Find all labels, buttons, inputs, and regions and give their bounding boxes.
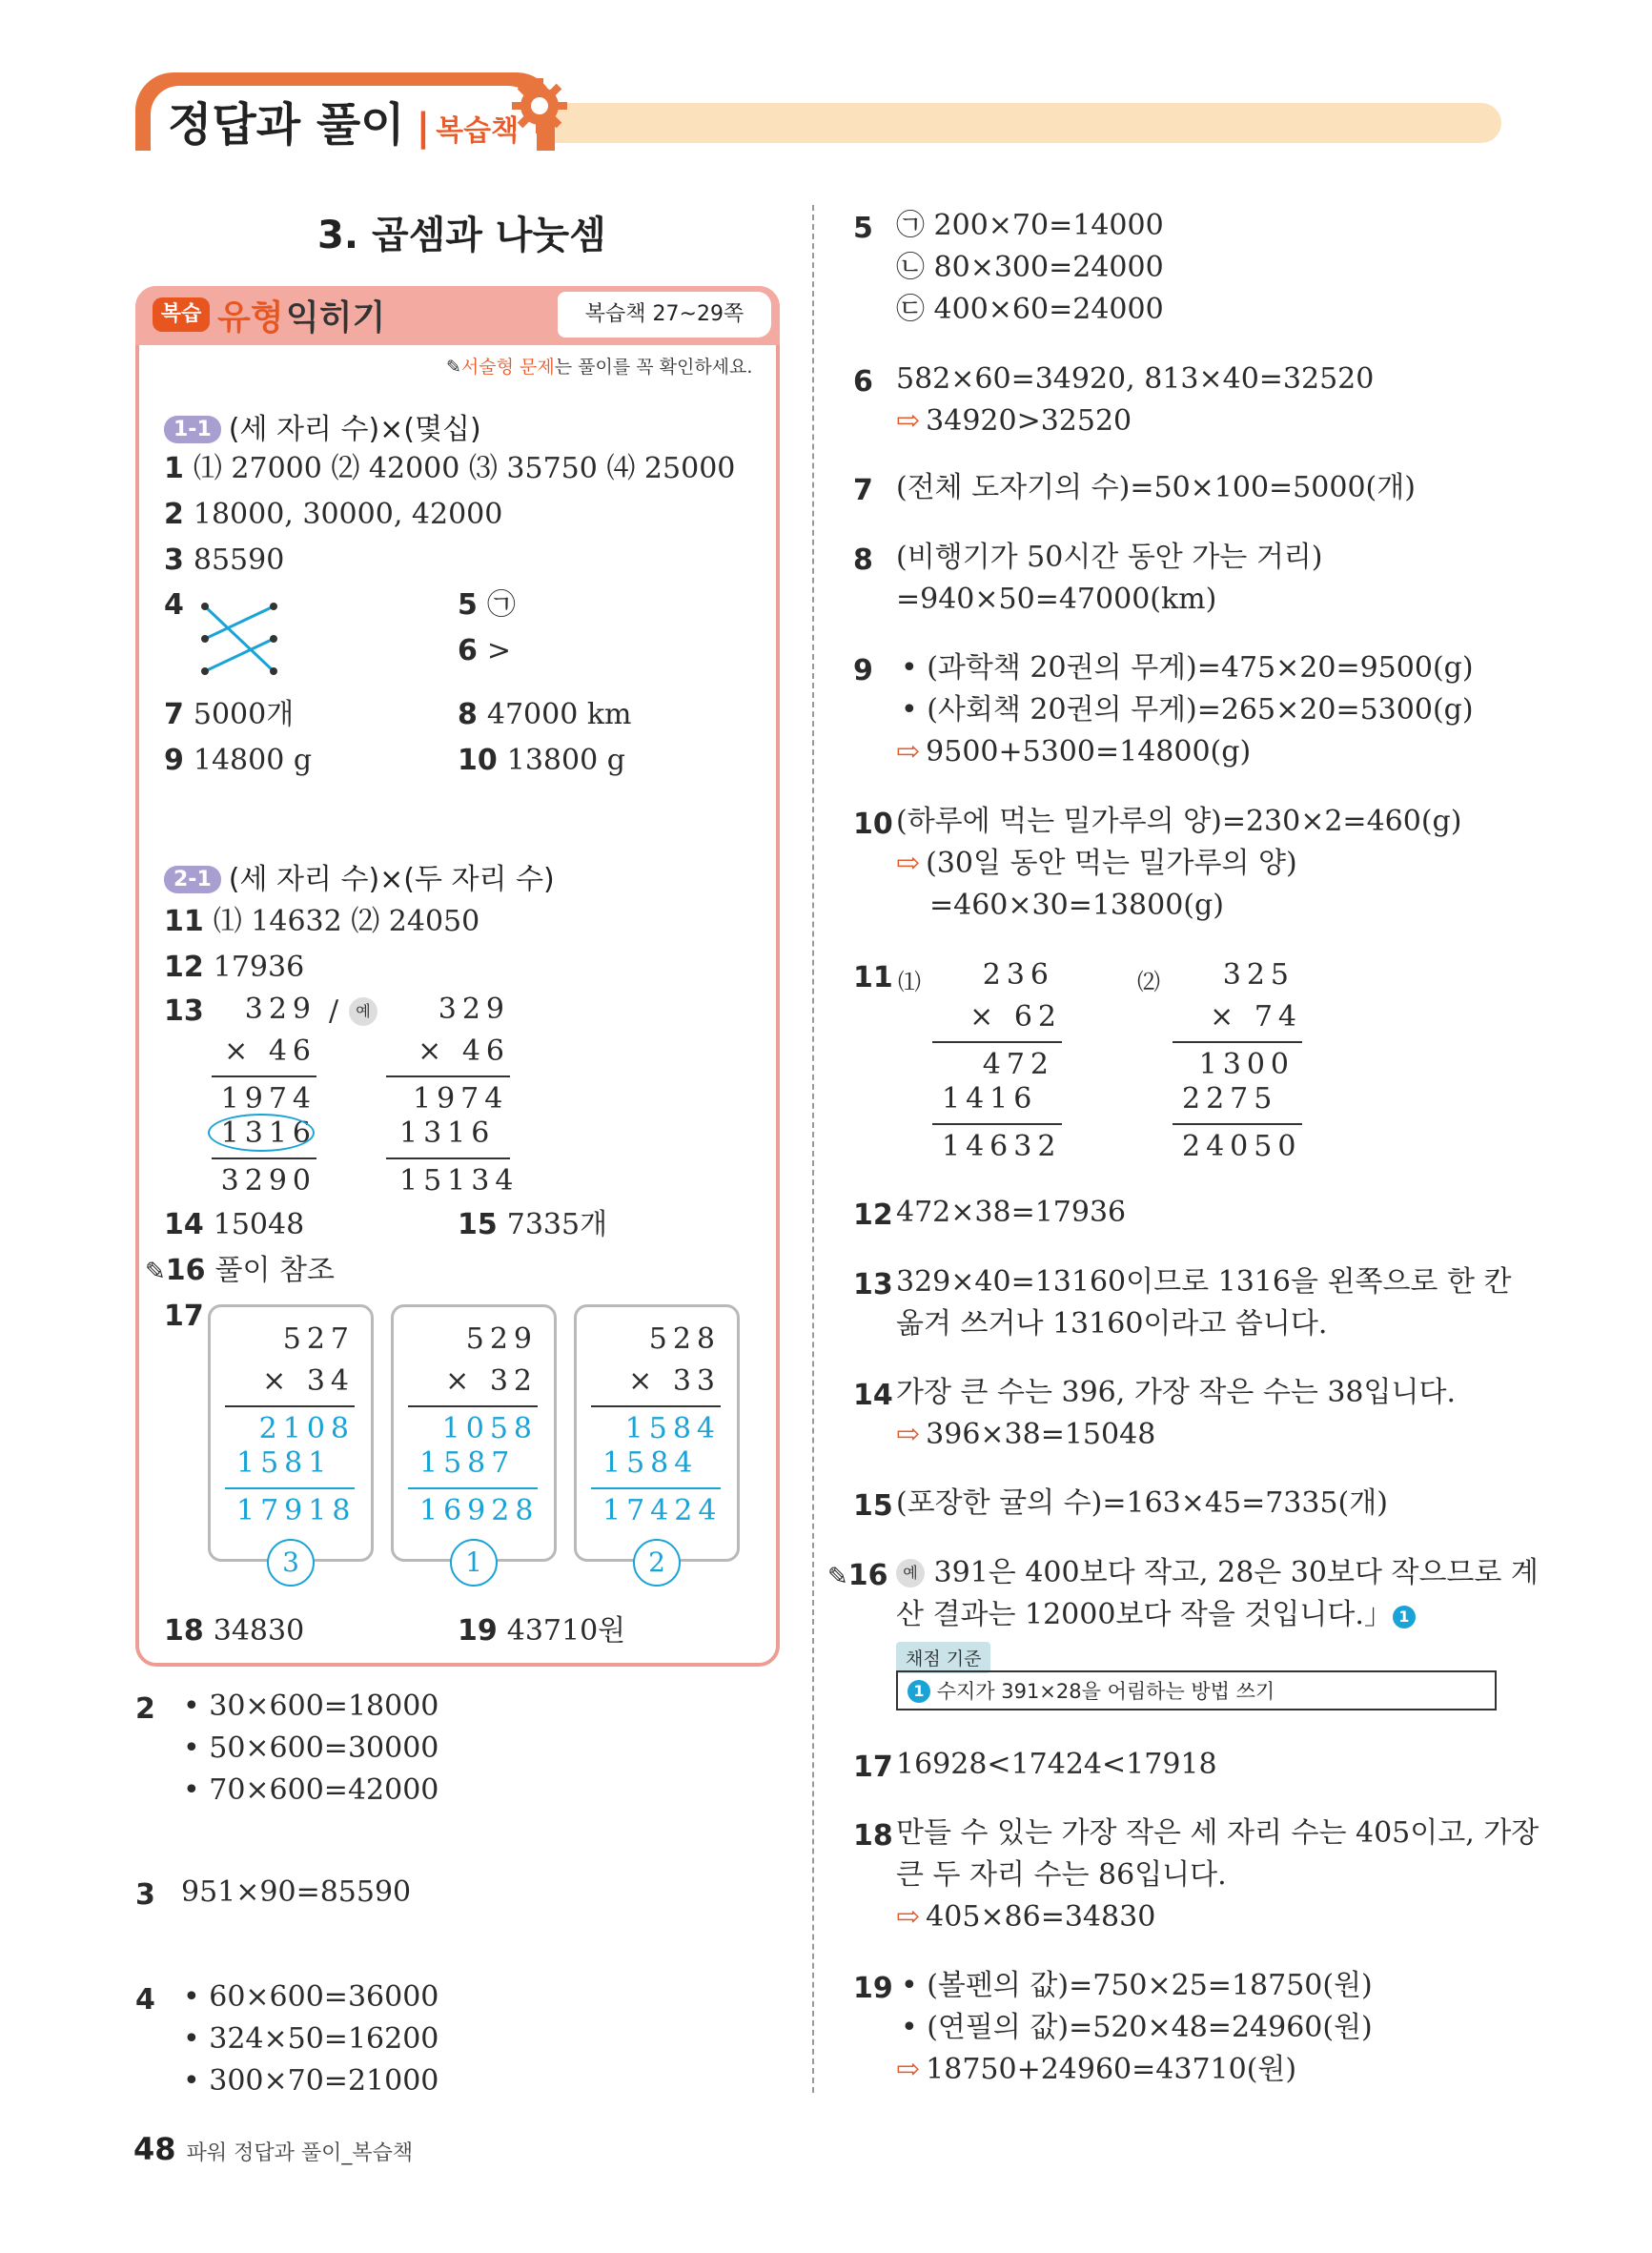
mult-row: × 62 bbox=[969, 1000, 1062, 1034]
mult-row: 1584 bbox=[602, 1446, 699, 1480]
section-2-1: 2-1 (세 자리 수)×(두 자리 수) bbox=[164, 855, 555, 897]
sol-9-line2: • (사회책 20권의 무게)=265×20=5300(g) bbox=[901, 693, 1474, 727]
mult-row: 1974 bbox=[413, 1082, 509, 1116]
mult-row: 528 bbox=[648, 1322, 721, 1356]
mult-row: 1587 bbox=[419, 1446, 516, 1480]
sol-13-line1: 329×40=13160이므로 1316을 왼쪽으로 한 칸 bbox=[896, 1265, 1512, 1299]
solution-line: • 70×600=42000 bbox=[183, 1773, 439, 1807]
sol-11-mult-b bbox=[1173, 958, 1302, 1163]
mult-row: 24050 bbox=[1182, 1130, 1302, 1163]
solution-line: • 50×600=30000 bbox=[183, 1731, 439, 1765]
page-footer bbox=[133, 2131, 413, 2167]
sol-11-mult-a bbox=[932, 958, 1062, 1163]
solution-3-number: 3 bbox=[135, 1878, 155, 1912]
sol-17-number: 17 bbox=[853, 1751, 893, 1784]
sol-7-number: 7 bbox=[853, 474, 873, 507]
mult-row: × 46 bbox=[224, 1034, 316, 1068]
pencil-icon: ✎ bbox=[145, 1258, 166, 1286]
mult-row: × 33 bbox=[628, 1364, 721, 1398]
mult-row: 529 bbox=[465, 1322, 538, 1356]
mult-13-right bbox=[386, 993, 520, 1198]
mult-row: × 74 bbox=[1210, 1000, 1302, 1034]
answer-17-number: 17 bbox=[164, 1300, 204, 1333]
answer-14: 14 15048 bbox=[164, 1208, 305, 1241]
sol-7: (전체 도자기의 수)=50×100=5000(개) bbox=[896, 471, 1416, 504]
answer-5: 5 ㉠ bbox=[458, 588, 516, 622]
matching-lines bbox=[195, 599, 281, 681]
mult-row: 17918 bbox=[236, 1494, 357, 1527]
solution-line: ㉠ 200×70=14000 bbox=[896, 209, 1164, 242]
pencil-icon: ✎ bbox=[446, 357, 461, 378]
sol-6-number: 6 bbox=[853, 365, 873, 399]
card-17-c-mult bbox=[591, 1322, 723, 1527]
solution-line: • 300×70=21000 bbox=[183, 2064, 439, 2098]
arrow-icon: ⇨ bbox=[896, 1900, 921, 1934]
answer-19: 19 43710원 bbox=[458, 1614, 626, 1648]
arrow-icon: ⇨ bbox=[896, 847, 921, 880]
mult-row: 1416 bbox=[942, 1082, 1038, 1116]
sol-9-line3: ⇨ 9500+5300=14800(g) bbox=[896, 735, 1252, 768]
page-number: 48 bbox=[133, 2131, 176, 2167]
sol-14-line1: 가장 큰 수는 396, 가장 작은 수는 38입니다. bbox=[896, 1376, 1456, 1409]
grading-criteria-box: 1 수지가 391×28을 어림하는 방법 쓰기 bbox=[896, 1670, 1497, 1710]
column-divider bbox=[812, 205, 814, 2093]
sol-10-number: 10 bbox=[853, 808, 893, 841]
sol-8-line1: (비행기가 50시간 동안 가는 거리) bbox=[896, 541, 1323, 574]
rank-circle-b: 1 bbox=[450, 1539, 498, 1587]
sol-10-line1: (하루에 먹는 밀가루의 양)=230×2=460(g) bbox=[896, 805, 1462, 838]
card-17-a-mult bbox=[225, 1322, 357, 1527]
answer-9: 9 14800 g bbox=[164, 744, 313, 777]
sol-14-line2: ⇨ 396×38=15048 bbox=[896, 1418, 1156, 1451]
sol-13-line2: 옮겨 쓰거나 13160이라고 씁니다. bbox=[896, 1307, 1328, 1341]
arrow-icon: ⇨ bbox=[896, 404, 921, 438]
answer-10: 10 13800 g bbox=[458, 744, 625, 777]
answer-6: 6 > bbox=[458, 634, 512, 667]
header-title: 정답과 풀이 | 복습책 bbox=[168, 98, 520, 152]
sol-13-number: 13 bbox=[853, 1268, 893, 1301]
arrow-icon: ⇨ bbox=[896, 735, 921, 768]
sol-19-line1: • (볼펜의 값)=750×25=18750(원) bbox=[901, 1969, 1373, 2002]
sol-16-line1: 예 391은 400보다 작고, 28은 30보다 작으므로 계 bbox=[896, 1559, 1539, 1587]
sol-5 bbox=[896, 209, 1164, 326]
sol-19-number: 19 bbox=[853, 1972, 893, 2005]
mult-row: 1584 bbox=[624, 1412, 721, 1445]
sol-5-number: 5 bbox=[853, 212, 873, 245]
mult-row: 15134 bbox=[399, 1164, 520, 1198]
mult-row: 1974 bbox=[220, 1082, 316, 1116]
sol-11-number: 11 bbox=[853, 961, 893, 994]
solution-line: • 30×600=18000 bbox=[183, 1690, 439, 1723]
mult-row: 329 bbox=[438, 993, 510, 1026]
answer-4: 4 bbox=[164, 588, 184, 622]
page-reference: 복습책 27~29쪽 bbox=[558, 292, 771, 338]
sol-19-line3: ⇨ 18750+24960=43710(원) bbox=[896, 2053, 1297, 2086]
sol-15: (포장한 귤의 수)=163×45=7335(개) bbox=[896, 1486, 1388, 1520]
sol-6-line2: ⇨ 34920>32520 bbox=[896, 404, 1132, 438]
answer-11: 11 ⑴ 14632 ⑵ 24050 bbox=[164, 905, 480, 938]
mult-13-left bbox=[212, 995, 316, 1196]
mult-row: 3290 bbox=[220, 1164, 316, 1198]
sol-11-part1: ⑴ bbox=[898, 969, 921, 995]
card-17-b-mult bbox=[408, 1322, 540, 1527]
mult-row: × 34 bbox=[262, 1364, 355, 1398]
mult-row: 1581 bbox=[236, 1446, 333, 1480]
sol-16-number: ✎16 bbox=[827, 1559, 888, 1592]
chapter-title: 3. 곱셈과 나눗셈 bbox=[317, 214, 606, 257]
mult-row: 236 bbox=[982, 958, 1054, 992]
sol-18-line1: 만들 수 있는 가장 작은 세 자리 수는 405이고, 가장 bbox=[896, 1816, 1540, 1850]
mult-row: 325 bbox=[1222, 958, 1295, 992]
rank-circle-a: 3 bbox=[267, 1539, 315, 1587]
sol-18-line2: 큰 두 자리 수는 86입니다. bbox=[896, 1858, 1227, 1892]
box-title-a: 유형 bbox=[217, 298, 284, 338]
mult-row: × 46 bbox=[418, 1034, 510, 1068]
grading-criteria-label: 채점 기준 bbox=[896, 1642, 990, 1673]
sol-14-number: 14 bbox=[853, 1379, 893, 1412]
gear-icon bbox=[510, 76, 569, 135]
slash: / bbox=[329, 994, 339, 1028]
sol-12-number: 12 bbox=[853, 1198, 893, 1232]
answer-3: 3 85590 bbox=[164, 543, 285, 577]
footer-text: 파워 정답과 풀이_복습책 bbox=[186, 2141, 414, 2165]
solution-2-number: 2 bbox=[135, 1692, 155, 1726]
answer-7: 7 5000개 bbox=[164, 698, 295, 731]
solution-4 bbox=[183, 1980, 439, 2098]
answer-12: 12 17936 bbox=[164, 951, 305, 984]
sol-6-line1: 582×60=34920, 813×40=32520 bbox=[896, 362, 1375, 396]
descriptive-note: ✎서술형 문제는 풀이를 꼭 확인하세요. bbox=[446, 357, 753, 378]
answer-2: 2 18000, 30000, 42000 bbox=[164, 498, 503, 531]
sol-17: 16928<17424<17918 bbox=[896, 1748, 1217, 1781]
answer-16: ✎16 풀이 참조 bbox=[145, 1254, 336, 1287]
answer-1: 1 ⑴ 27000 ⑵ 42000 ⑶ 35750 ⑷ 25000 bbox=[164, 452, 736, 485]
mult-row: 472 bbox=[982, 1048, 1054, 1081]
section-1-1: 1-1 (세 자리 수)×(몇십) bbox=[164, 405, 481, 447]
solution-2 bbox=[183, 1692, 438, 1805]
pencil-icon: ✎ bbox=[827, 1563, 848, 1591]
mult-row: 527 bbox=[282, 1322, 355, 1356]
mult-row: 2108 bbox=[258, 1412, 355, 1445]
sol-8-line2: =940×50=47000(km) bbox=[896, 583, 1217, 616]
review-badge: 복습 bbox=[153, 297, 210, 332]
arrow-icon: ⇨ bbox=[896, 2053, 921, 2086]
sol-10-line2: ⇨ (30일 동안 먹는 밀가루의 양) bbox=[896, 847, 1297, 880]
mult-row: 1300 bbox=[1198, 1048, 1295, 1081]
sol-12: 472×38=17936 bbox=[896, 1196, 1127, 1229]
answer-13-number: 13 bbox=[164, 994, 204, 1028]
sol-16-line2: 산 결과는 12000보다 작을 것입니다.」 1 bbox=[896, 1601, 1416, 1629]
solution-line: • 324×50=16200 bbox=[183, 2022, 439, 2056]
mult-row: 2275 bbox=[1182, 1082, 1278, 1116]
sol-9-line1: • (과학책 20권의 무게)=475×20=9500(g) bbox=[901, 651, 1474, 685]
header-bar bbox=[534, 103, 1501, 143]
sol-18-line3: ⇨ 405×86=34830 bbox=[896, 1900, 1156, 1934]
mult-row: 17424 bbox=[602, 1494, 723, 1527]
solution-line: • 60×600=36000 bbox=[183, 1980, 439, 2014]
sol-11-part2: ⑵ bbox=[1137, 969, 1160, 995]
example-mark: 예 bbox=[349, 997, 377, 1026]
sol-19-line2: • (연필의 값)=520×48=24960(원) bbox=[901, 2011, 1373, 2044]
solution-4-number: 4 bbox=[135, 1983, 155, 2017]
sol-9-number: 9 bbox=[853, 654, 873, 687]
mult-row: 1058 bbox=[441, 1412, 538, 1445]
sol-18-number: 18 bbox=[853, 1819, 893, 1853]
mult-row: 16928 bbox=[419, 1494, 540, 1527]
arrow-icon: ⇨ bbox=[896, 1418, 921, 1451]
solution-line: ㉡ 80×300=24000 bbox=[896, 251, 1164, 284]
sol-15-number: 15 bbox=[853, 1489, 893, 1523]
rank-circle-c: 2 bbox=[633, 1539, 681, 1587]
box-title-b: 익히기 bbox=[286, 298, 386, 338]
answer-15: 15 7335개 bbox=[458, 1208, 608, 1241]
solution-line: ㉢ 400×60=24000 bbox=[896, 293, 1164, 326]
answer-18: 18 34830 bbox=[164, 1614, 305, 1648]
mult-row-circled: 1316 bbox=[212, 1119, 316, 1157]
sol-10-line3: =460×30=13800(g) bbox=[929, 889, 1224, 922]
solution-3: 951×90=85590 bbox=[181, 1875, 412, 1909]
mult-row: 1316 bbox=[399, 1116, 496, 1150]
answer-8: 8 47000 km bbox=[458, 698, 632, 731]
sol-8-number: 8 bbox=[853, 543, 873, 577]
mult-row: 14632 bbox=[942, 1130, 1062, 1163]
mult-row: 329 bbox=[244, 993, 316, 1026]
mult-row: × 32 bbox=[445, 1364, 538, 1398]
